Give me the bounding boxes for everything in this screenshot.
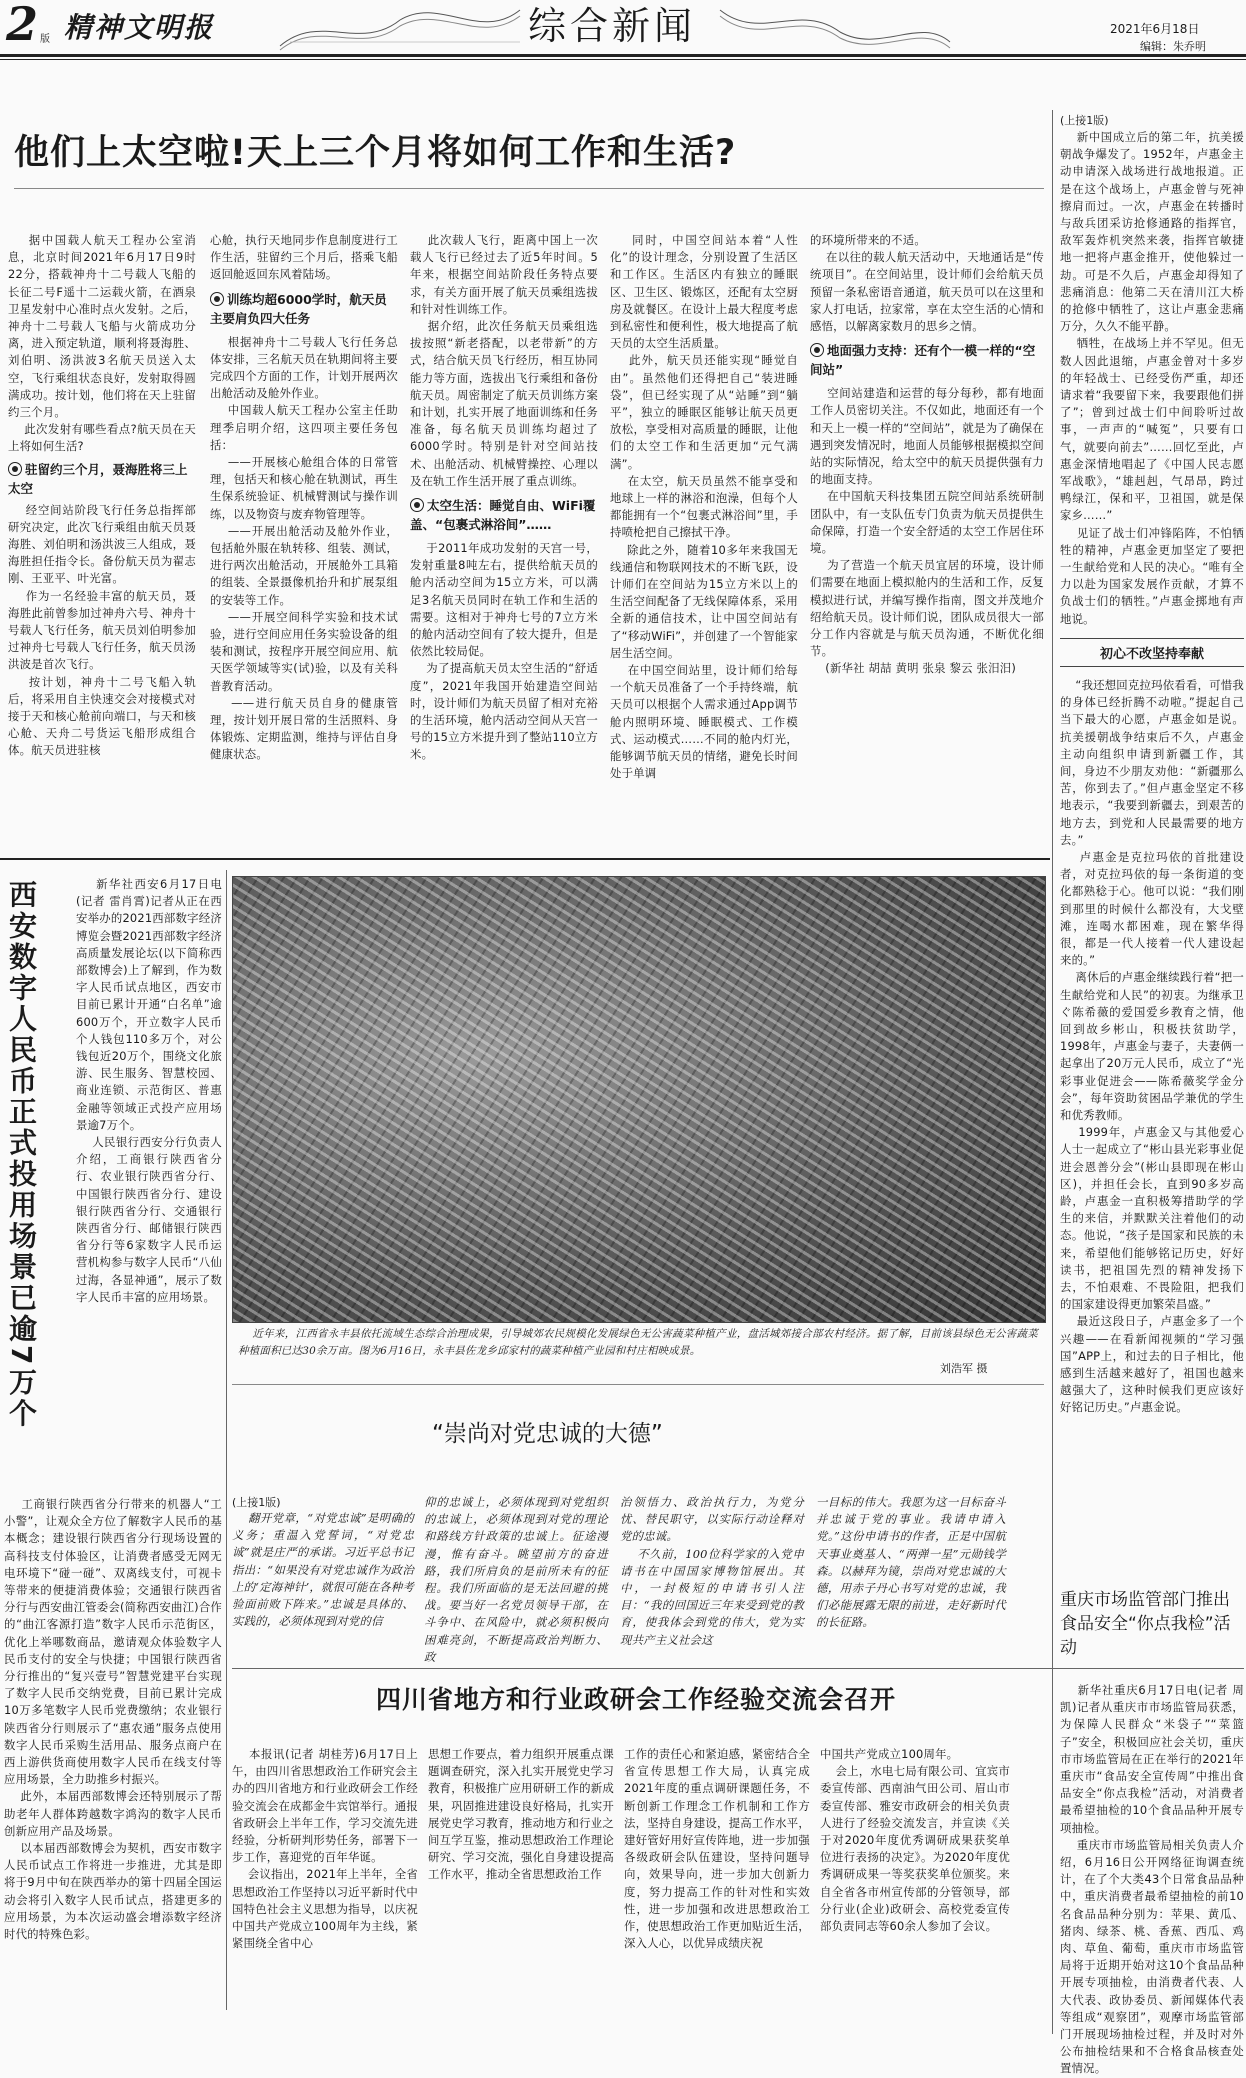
lead-col1-subhead-text: 驻留约三个月，聂海胜将三上太空 [8, 461, 188, 496]
lead-col5-subhead [810, 341, 1044, 379]
photo-bottom-rule [232, 1384, 1044, 1385]
essay-col-1: 翻开党章，“对党忠诚”是明确的义务；重温入党誓词，“对党忠诚”就是庄严的承诺。习近平总书记指出：“如果没有对党忠诚作为政治上的‘定海神针’，就很可能在各种考验面前败下阵来。”忠诚是具体的、实践的，必须体现到对党的信 [232, 1511, 414, 1629]
lead-col2-text: 心舱，执行天地同步作息制度进行工作生活，驻留约三个月后，搭乘飞船返回舱返回东风着陆场。 [210, 233, 398, 282]
masthead [0, 0, 1246, 86]
essay-continued-tag: (上接1版) [232, 1496, 281, 1509]
photo-credit: 刘浩军 摄 [940, 1362, 988, 1375]
banner-decoration-right [720, 2, 950, 54]
sidebar-body: 新中国成立后的第二年，抗美援朝战争爆发了。1952年，卢惠金主动申请深入战场进行战地报道。正是在这个战场上，卢惠金曾与死神擦肩而过。一次，卢惠金在转播时与敌兵团采访抢修通路的指挥官，敌军轰炸机突然来袭，指挥官敏捷地一把将卢惠金推开，使他躲过一劫。可是不久后，卢惠金却得知了悲痛消息：他第二天在清川江大桥的抢修中牺牲了，这让卢惠金悲痛万分，久久不能平静。 牺牲，在战场上并不罕见。但无数人因此退缩，卢惠金曾对十多岁的年轻战士、已经受伤严重，却还请求着“我要留下来，我要跟他们拼了”；曾到过战士们中间聆听过故事，一声声的“喊冤”，只要有口气，就要向前去”……回忆至此，卢惠金深情地唱起了《中国人民志愿军战歌》，“雄赳赳，气昂昂，跨过鸭绿江，保和平，卫祖国，就是保家乡……” 见证了战士们冲锋陷阵，不怕牺牲的精神，卢惠金更加坚定了要把一生献给党和人民的决心。“唯有全力以赴为国家发展作贡献，才算不负战士们的牺牲。”卢惠金掷地有声地说。 [1060, 130, 1244, 626]
lead-col1-text: 据中国载人航天工程办公室消息，北京时间2021年6月17日9时22分，搭载神舟十二号载人飞船的长征二号F遥十二运载火箭，在酒泉卫星发射中心准时点火发射。之后，神舟十二号载人飞船与火箭成功分离，进入预定轨道，顺利将聂海胜、刘伯明、汤洪波3名航天员送入太空，飞行乘组状态良好，发射取得圆满成功。按计划，他们将在天上驻留约三个月。 此次发射有哪些看点?航天员在天上将如何生活? [8, 233, 196, 454]
sichuan-col-3: 工作的责任心和紧迫感，紧密结合全省宣传思想工作大局，认真完成2021年度的重点调研课题任务，不断创新工作理念工作机制和工作方法，坚持自身建设，提高工作水平，建好管好用好宣传阵地，进一步加强各级政研会队伍建设，坚持问题导向，效果导向，进一步加大创新力度，努力提高工作的针对性和实效性，进一步加强和改进思想政治工作，使思想政治工作更加贴近生活，深入人心，以优异成绩庆祝 [624, 1747, 810, 1951]
editor-credit: 编辑：朱乔明 [1140, 40, 1206, 53]
sichuan-headline: 四川省地方和行业政研会工作经验交流会召开 [375, 1685, 896, 1714]
section-title: 综合新闻 [528, 4, 697, 48]
bullet-icon [210, 292, 224, 306]
banner-decoration [280, 2, 520, 54]
bullet-icon [8, 462, 22, 476]
lead-column-3 [410, 232, 598, 842]
masthead-rule-thin [0, 59, 1246, 60]
lead-bottom-rule [0, 858, 1050, 860]
masthead-rule [0, 54, 1246, 57]
sichuan-col-1: 本报讯(记者 胡桂芳)6月17日上午，由四川省思想政治工作研究会主办的四川省地方和行业政研会工作经验交流会在成都金牛宾馆举行。通报省政研会上半年工作，学习交流先进经验，分析研判形势任务，部署下一步工作，喜迎党的百年华诞。 会议指出，2021年上半年，全省思想政治工作坚持以习近平新时代中国特色社会主义思想为指导，以庆祝中国共产党成立100周年为主线，紧紧围绕全省中心 [232, 1747, 418, 1951]
lead-col2-subhead [210, 290, 398, 328]
essay-col-2: 仰的忠诚上，必须体现到对党组织的忠诚上，必须体现到对党的理论和路线方针政策的忠诚上。征途漫漫，惟有奋斗。眺望前方的奋进路，我们所肩负的是前所未有的征程。我们所面临的是无法回避的挑战。要当好一名党员领导干部，在斗争中、在风险中，就必须积极向困难亮剑，不断提高政治判断力、政 [424, 1495, 608, 1664]
sidebar-story [1060, 112, 1244, 1582]
lead-col5-text-2: 空间站建造和运营的每分每秒，都有地面工作人员密切关注。不仅如此，地面还有一个和天上一模一样的“空间站”，就是为了确保在遇到突发情况时，地面人员能够根据模拟空间站的实际情况，给太空中的航天员提供强有力的地面支持。 在中国航天科技集团五院空间站系统研制团队中，有一支队伍专门负责为航天员提供生命保障，打造一个安全舒适的太空工作居住环境。 为了营造一个航天员宜居的环境，设计师们需要在地面上模拟舱内的生活和工作，反复模拟进行试，并编写操作指南，图文并茂地介绍给航天员。设计师们说，团队成员很大一部分工作内容就是与航天员沟通，不断优化细节。 (新华社 胡喆 黄明 张泉 黎云 张汨汨) [810, 386, 1044, 676]
xian-divider [226, 870, 227, 2010]
xian-body: 新华社西安6月17日电(记者 雷肖霄)记者从正在西安举办的2021西部数字经济博览会暨2021西部数字经济高质量发展论坛(以下简称西部数博会)上了解到，作为数字人民币试点地区，西安市目前已累计开通“白名单”逾600万个，开立数字人民币个人钱包110多万个，对公钱包近20万个，围绕文化旅游、民生服务、智慧校园、商业连锁、示范街区、普惠金融等领域正式投产应用场景逾7万个。 人民银行西安分行负责人介绍，工商银行陕西省分行、农业银行陕西省分行、中国银行陕西省分行、建设银行陕西省分行、交通银行陕西省分行、邮储银行陕西省分行等6家数字人民币运营机构参与数字人民币“八仙过海，各显神通”，展示了数字人民币丰富的应用场景。 [76, 877, 222, 1304]
sidebar-continued-tag: (上接1版) [1060, 114, 1109, 127]
chongqing-divider [1052, 1580, 1053, 2034]
sidebar-subhead: 初心不改坚持奉献 [1060, 638, 1244, 667]
lead-col2-text-2: 根据神舟十二号载人飞行任务总体安排，三名航天员在轨期间将主要完成四个方面的工作，计划开展两次出舱活动及舱外作业。 中国载人航天工程办公室主任助理季启明介绍，这四项主要任务包括： ——开展核心舱组合体的日常管理，包括天和核心舱在轨测试，再生生保系统验证、机械臂测试与操作训练，以及物资与废弃物管理等。 ——开展出舱活动及舱外作业，包括舱外服在轨转移、组装、测试，进行两次出舱活动，开展舱外工具箱的组装、全景摄像机抬升和扩展泵组的安装等工作。 ——开展空间科学实验和技术试验，进行空间应用任务实验设备的组装和测试，按程序开展空间应用、航天医学领域等实(试)验，以及有关科普教育活动。 ——进行航天员自身的健康管理，按计划开展日常的生活照料、身体锻炼、定期监测，维持与评估自身健康状态。 [210, 334, 398, 762]
lead-column-4 [610, 232, 798, 842]
lead-col3-subhead [410, 496, 598, 534]
lead-column-2 [210, 232, 398, 842]
lead-col1-subhead [8, 460, 196, 498]
bullet-icon [410, 498, 424, 512]
page-suffix: 版 [40, 34, 50, 45]
xian-body-bottom: 工商银行陕西省分行带来的机器人“工小警”，让观众全方位了解数字人民币的基本概念；建设银行陕西省分行现场设置的高科技支付体验区，让消费者感受无网无电环境下“碰一碰”、双离线支付，可视卡等带来的便捷消费体验；交通银行陕西省分行与西安曲江管委会(简称西安曲江)合作的“曲江客源打造”数字人民币示范街区，优化上举哪数商品，邀请观众体验数字人民币支付的安全与快捷；中国银行陕西省分行推出的“复兴壹号”智慧党建平台实现了数字人民币交纳党费，目前已累计完成10万多笔数字人民币党费缴纳；农业银行陕西省分行则展示了“惠农通”服务点使用数字人民币采购生活用品、服务点商户在西上游供货商使用数字人民币在线支付等应用场景，全力助推乡村振兴。 此外，本届西部数博会还特别展示了帮助老年人群体跨越数字鸿沟的数字人民币创新应用产品及场景。 以本届西部数博会为契机，西安市数字人民币试点工作将进一步推进，尤其是即将于9月中旬在陕西举办的第十四届全国运动会将引入数字人民币试点，搭建更多的应用场景，为本次运动盛会增添数字经济时代的特殊色彩。 [4, 1497, 222, 1942]
news-photo [232, 876, 1046, 1323]
bullet-icon [810, 343, 824, 357]
chongqing-body: 新华社重庆6月17日电(记者 周凯)记者从重庆市市场监管局获悉，为保障人民群众“米袋子”“菜篮子”安全，积极回应社会关切，重庆市市场监管局在正在举行的2021年重庆市“食品安全宣传周”中推出食品安全“你点我检”活动，对消费者最希望抽检的10个食品品种开展专项抽检。 重庆市市场监管局相关负责人介绍，6月16日公开网络征询调查统计，在了个大类43个日常食品品种中，重庆消费者最希望抽检的前10名食品品种分别为：苹果、黄瓜、猪肉、绿茶、桃、香蕉、西瓜、鸡肉、草鱼、葡萄，重庆市市场监管局将于近期开始对这10个食品品种开展专项抽检，由消费者代表、人大代表、政协委员、新闻媒体代表等组成“观察团”，观摩市场监管部门开展现场抽检过程，并及时对外公布抽检结果和不合格食品核查处置情况。 [1060, 1683, 1244, 2076]
xian-headline-text: 西安数字人民币正式投用场景已逾7万个 [5, 880, 38, 1430]
headline-rule [14, 188, 1044, 189]
chongqing-headline: 重庆市场监管部门推出食品安全“你点我检”活动 [1060, 1590, 1231, 1658]
lead-column-5 [810, 232, 1044, 842]
page-number: 2 [6, 0, 39, 51]
sichuan-col-4: 中国共产党成立100周年。 会上，水电七局有限公司、宜宾市委宣传部、西南油气田公司、眉山市委宣传部、雅安市政研会的相关负责人进行了经验交流发言，并宣读《关于对2020年度优秀调研成果获奖单位进行表扬的决定》。为2020年度优秀调研成果一等奖获奖单位颁奖。来自全省各市州宣传部的分管领导，部分行业(企业)政研会、高校党委宣传部负责同志等60余人参加了会议。 [820, 1747, 1010, 1934]
xian-vertical-headline [4, 880, 40, 1520]
essay-bottom-rule [232, 1668, 1244, 1669]
sidebar-divider [1052, 110, 1053, 1580]
sichuan-col-2: 思想工作要点，着力组织开展重点课题调查研究，深入扎实开展党史学习教育，积极推广应用研研工作的新成果，巩固推进建设良好格局，扎实开展党史学习教育，推动地方和行业之间互学互鉴，推动思想政治工作理论研究、学习交流，强化自身建设提高工作水平，推动全省思想政治工作 [428, 1747, 614, 1882]
paper-name: 精神文明报 [64, 11, 215, 44]
issue-date: 2021年6月18日 [1110, 22, 1200, 36]
lead-col1-text-2: 经空间站阶段飞行任务总指挥部研究决定，此次飞行乘组由航天员聂海胜、刘伯明和汤洪波三人组成，聂海胜担任指令长。备份航天员为翟志刚、王亚平、叶光富。 作为一名经验丰富的航天员，聂海胜此前曾参加过神舟六号、神舟十号载人飞行任务，航天员刘伯明参加过神舟七号载人飞行任务，航天员汤洪波是首次飞行。 按计划，神舟十二号飞船入轨后，将采用自主快速交会对接模式对接于天和核心舱前向端口，与天和核心舱、天舟二号货运飞船形成组合体。航天员进驻核 [8, 502, 196, 758]
essay-col-4: 一目标的伟大。我愿为这一目标奋斗并忠诚于党的事业。我请申请入党。”这份申请书的作者，正是中国航天事业奠基人、“两弹一星”元勋钱学森。以赫拜为镜，崇尚对党忠诚的大德，用赤子丹心书写对党的忠诚，我们必能展露无限的前进，走好新时代的长征路。 [816, 1495, 1006, 1630]
lead-col5-subhead-text: 地面强力支持：还有个一模一样的“空间站” [810, 343, 1036, 378]
lead-column-1 [8, 232, 196, 842]
lead-col2-subhead-text: 训练均超6000学时，航天员主要肩负四大任务 [210, 291, 387, 326]
lead-col4-text: 同时，中国空间站本着“人性化”的设计理念，分别设置了生活区和工作区。生活区内有独立的睡眠区、卫生区、锻炼区，还配有太空厨房及就餐区。在设计上最大程度考虑到私密性和便利性，极大地提高了航天员的太空生活质量。 此外，航天员还能实现“睡觉自由”。虽然他们还得把自己“装进睡袋”，但已经实现了从“站睡”到“躺平”，独立的睡眠区能够让航天员更放松，享受相对高质量的睡眠，让他们的太空工作和生活更加“元气满满”。 在太空，航天员虽然不能享受和地球上一样的淋浴和泡澡，但每个人都能拥有一个“包裹式淋浴间”里，手持喷枪把自己擦拭干净。 除此之外，随着10多年来我国无线通信和物联网技术的不断飞跃，设计师们在空间站为15立方米以上的生活空间配备了无线保障体系，采用全新的通信技术，让中国空间站有了“移动WiFi”，并创建了一个智能家居生活空间。 在中国空间站里，设计师们给每一个航天员准备了一个手持终端，航天员可以根据个人需求通过App调节舱内照明环境、睡眠模式、工作模式、运动模式……不同的舱内灯光，能够调节航天员的情绪，避免长时间处于单调 [610, 233, 798, 781]
lead-col5-text: 的环境所带来的不适。 在以往的载人航天活动中，天地通话是“传统项目”。在空间站里，设计师们会给航天员预留一条私密语音通道，航天员可以在这里和家人打电话，拉家常，享在太空生活的心情和感悟，以解离家数月的思乡之情。 [810, 233, 1044, 334]
sidebar-body-2: “我还想回克拉玛依看看，可惜我的身体已经折腾不动啦。”提起自己当下最大的心愿，卢惠金如是说。抗美援朝战争结束后不久，卢惠金主动向组织申请到新疆工作，其间，身边不少朋友劝他：“新疆那么苦，你到去了。”但卢惠金坚定不移地表示，“我要到新疆去，到艰苦的地方去，到党和人民最需要的地方去。” 卢惠金是克拉玛依的首批建设者，对克拉玛依的每一条街道的变化都熟稔于心。他可以说：“我们刚到那里的时候什么都没有，大戈壁滩，连喝水都困难，现在繁华得很，都是一代人接着一代人建设起来的。” 离休后的卢惠金继续践行着“把一生献给党和人民”的初衷。为继承卫ぐ陈希薇的爱国爱乡教育之情，他回到故乡彬山，积极扶贫助学，1998年，卢惠金与妻子，夫妻俩一起拿出了20万元人民币，成立了“光彩事业促进会——陈希薇奖学金分会”，每年资助贫困品学兼优的学生和优秀教师。 1999年，卢惠金又与其他爱心人士一起成立了“彬山县光彩事业促进会恩善分会”(彬山县即现在彬山区)，并担任会长，直到90多岁高龄，卢惠金一直积极筹措助学的学生的来信，并默默关注着他们的动态。他说，“孩子是国家和民族的未来，希望他们能够铭记历史，好好读书，把祖国先烈的精神发扬下去，不怕艰难、不畏险阻，把我们的国家建设得更加繁荣昌盛。” 最近这段日子，卢惠金多了一个兴趣——在看新闻视频的“学习强国”APP上，和过去的日子相比，他感到生活越来越好了，祖国也越来越强大了，这种时候我们更应该好好铭记历史。”卢惠金说。 [1060, 677, 1244, 1415]
photo-caption: 近年来，江西省永丰县依托流域生态综合治理成果，引导城郊农民规模化发展绿色无公害蔬菜种植产业，盘活城郊接合部农村经济。据了解，目前该县绿色无公害蔬菜种植面积已达30余万亩。图为6月16日，永丰县佐龙乡邱家村的蔬菜种植产业园和村庄相映成景。 [238, 1328, 1038, 1357]
lead-col3-subhead-text: 太空生活：睡觉自由、WiFi覆盖、“包裹式淋浴间”…… [410, 498, 596, 533]
lead-col3-text: 此次载人飞行，距离中国上一次载人飞行已经过去了近5年时间。5年来，根据空间站阶段任务特点要求，有关方面开展了航天员乘组选拔和针对性训练工作。 据介绍，此次任务航天员乘组选拔按照“新老搭配，以老带新”的方式，结合航天员飞行经历，相互协同能力等方面，选拔出飞行乘组和备份航天员。周密制定了航天员训练方案和计划，扎实开展了地面训练和任务准备，每名航天员训练均超过了6000学时。特别是针对空间站技术、出舱活动、机械臂操控、心理以及在轨工作生活开展了重点训练。 [410, 233, 598, 488]
lead-headline: 他们上太空啦!天上三个月将如何工作和生活? [14, 133, 737, 173]
essay-col-3: 治领悟力、政治执行力，为党分忧、替民职守，以实际行动诠释对党的忠诚。 不久前，100位科学家的入党申请书在中国国家博物馆展出。其中，一封极短的申请书引人注目：“我的回国近三年来受到党的教育，使我体会到党的伟大，党为实现共产主义社会这 [620, 1495, 804, 1647]
lead-col3-text-2: 于2011年成功发射的天宫一号，发射重量8吨左右，提供给航天员的舱内活动空间为15立方米，可以满足3名航天员同时在轨工作和生活的需要。这相对于神舟七号的7立方米的舱内活动空间有了较大提升，但是依然比较局促。 为了提高航天员太空生活的“舒适度”，2021年我国开始建造空间站时，设计师们为航天员留了相对充裕的生活环境，舱内活动空间从天宫一号的15立方米提升到了整站110立方米。 [410, 541, 598, 762]
essay-title: “崇尚对党忠诚的大德” [432, 1421, 663, 1447]
